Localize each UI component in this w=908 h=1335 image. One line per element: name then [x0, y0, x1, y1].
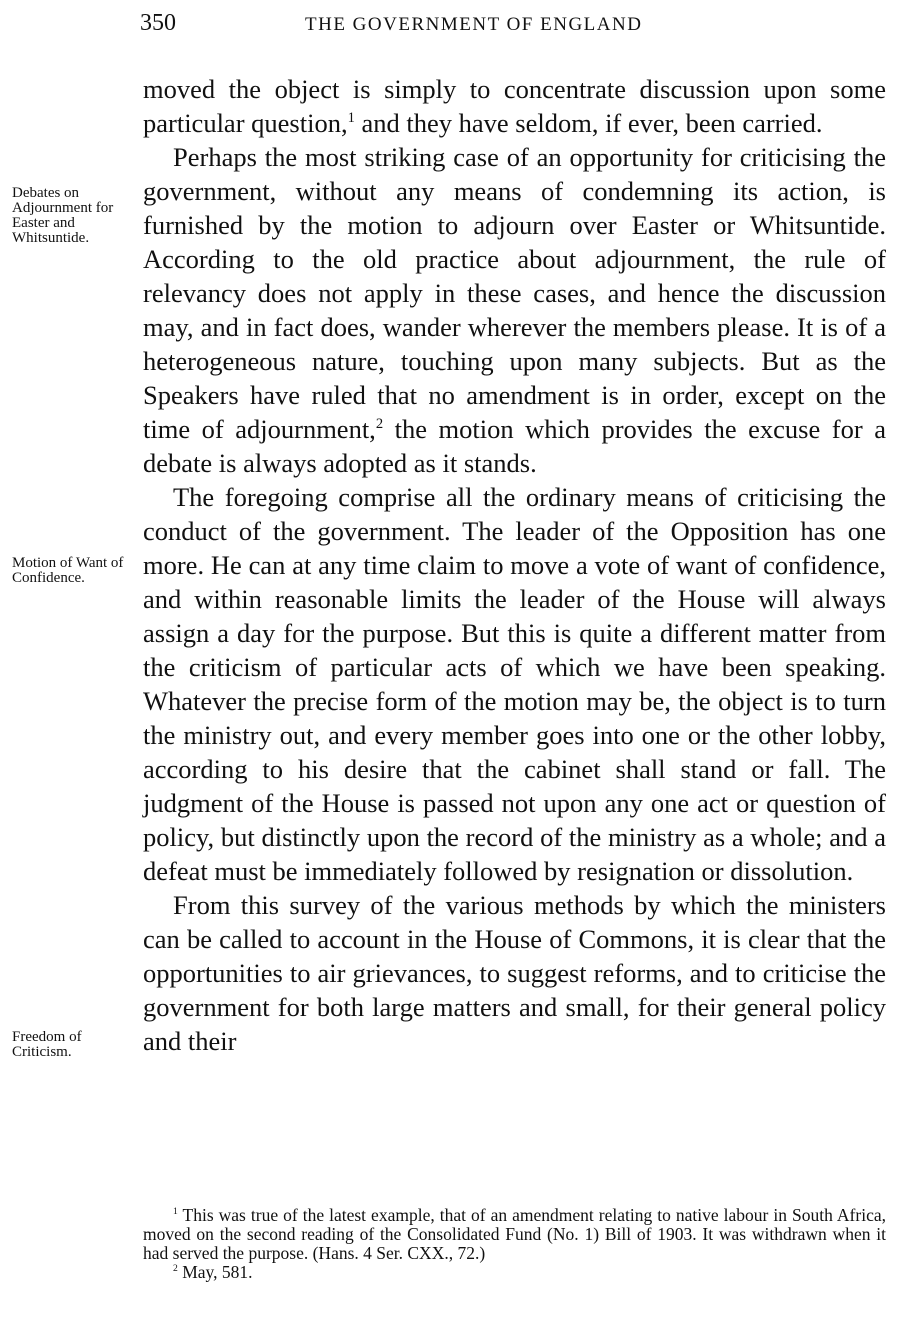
footnote-marker: 2 — [173, 1263, 178, 1275]
paragraph-continuation — [143, 72, 886, 140]
footnote-1 — [143, 1206, 886, 1263]
margin-note-adjournment: Debates on Adjournment for Easter and Whitsuntide. — [12, 185, 114, 246]
footnote-ref: 2 — [375, 416, 384, 433]
paragraph-want-of-confidence: The foregoing comprise all the ordinary means of criticising the conduct of the government. The leader of the Opposition has one more. He can at any time claim to move a vote of want of confidence, and within reasonable limits the leader of the House will always assign a day for the purpose. But this is quite a different matter from the criticism of particular acts of which we have been speaking. Whatever the precise form of the motion may be, the object is to turn the ministry out, and every member goes into one or the other lobby, according to his desire that the cabinet shall stand or fall. The judgment of the House is passed not upon any one act or question of policy, but distinctly upon the record of the ministry as a whole; and a defeat must be immediately followed by resignation or dissolution. — [143, 482, 886, 886]
footnote-ref: 1 — [347, 110, 355, 127]
running-head: THE GOVERNMENT OF ENGLAND — [305, 14, 643, 35]
body-text — [143, 72, 886, 1058]
paragraph-text: the motion which provides the excuse for a debate is always adopted as it stands. — [143, 414, 886, 478]
footnote-2 — [143, 1263, 886, 1282]
footnotes — [143, 1206, 886, 1282]
footnote-text: This was true of the latest example, that of an amendment relating to native labour in South Africa, moved on the second reading of the Consolidated Fund (No. 1) Bill of 1903. It was withdrawn when it had served the purpose. (Hans. 4 Ser. CXX., 72.) — [143, 1205, 886, 1263]
margin-note-want-of-confidence: Motion of Want of Confidence. — [12, 555, 124, 586]
page-header — [140, 10, 886, 44]
paragraph-text: Perhaps the most striking case of an opportunity for criticising the government, without any means of condemning its action, is furnished by the motion to adjourn over Easter or Whitsuntide. According to the old practice about adjournment, the rule of relevancy does not apply in these cases, and hence the discussion may, and in fact does, wander wherever the members please. It is of a heterogeneous nature, touching upon many subjects. But as the Speakers have ruled that no amendment is in order, except on the time of adjournment, — [143, 142, 886, 444]
footnote-text: May, 581. — [177, 1262, 253, 1282]
footnote-marker: 1 — [173, 1206, 178, 1218]
paragraph-text: and they have seldom, if ever, been carried. — [354, 108, 823, 138]
margin-note-freedom-of-criticism: Freedom of Criticism. — [12, 1029, 82, 1060]
paragraph-adjournment-debates — [143, 140, 886, 480]
paragraph-freedom-of-criticism: From this survey of the various methods by which the ministers can be called to account in the House of Commons, it is clear that the opportunities to air grievances, to suggest reforms, and to criticise the government for both large matters and small, for their general policy and their — [143, 890, 886, 1056]
paragraph-text: moved the object is simply to concentrate discussion upon some particular question, — [143, 74, 886, 138]
page-number: 350 — [140, 10, 176, 36]
